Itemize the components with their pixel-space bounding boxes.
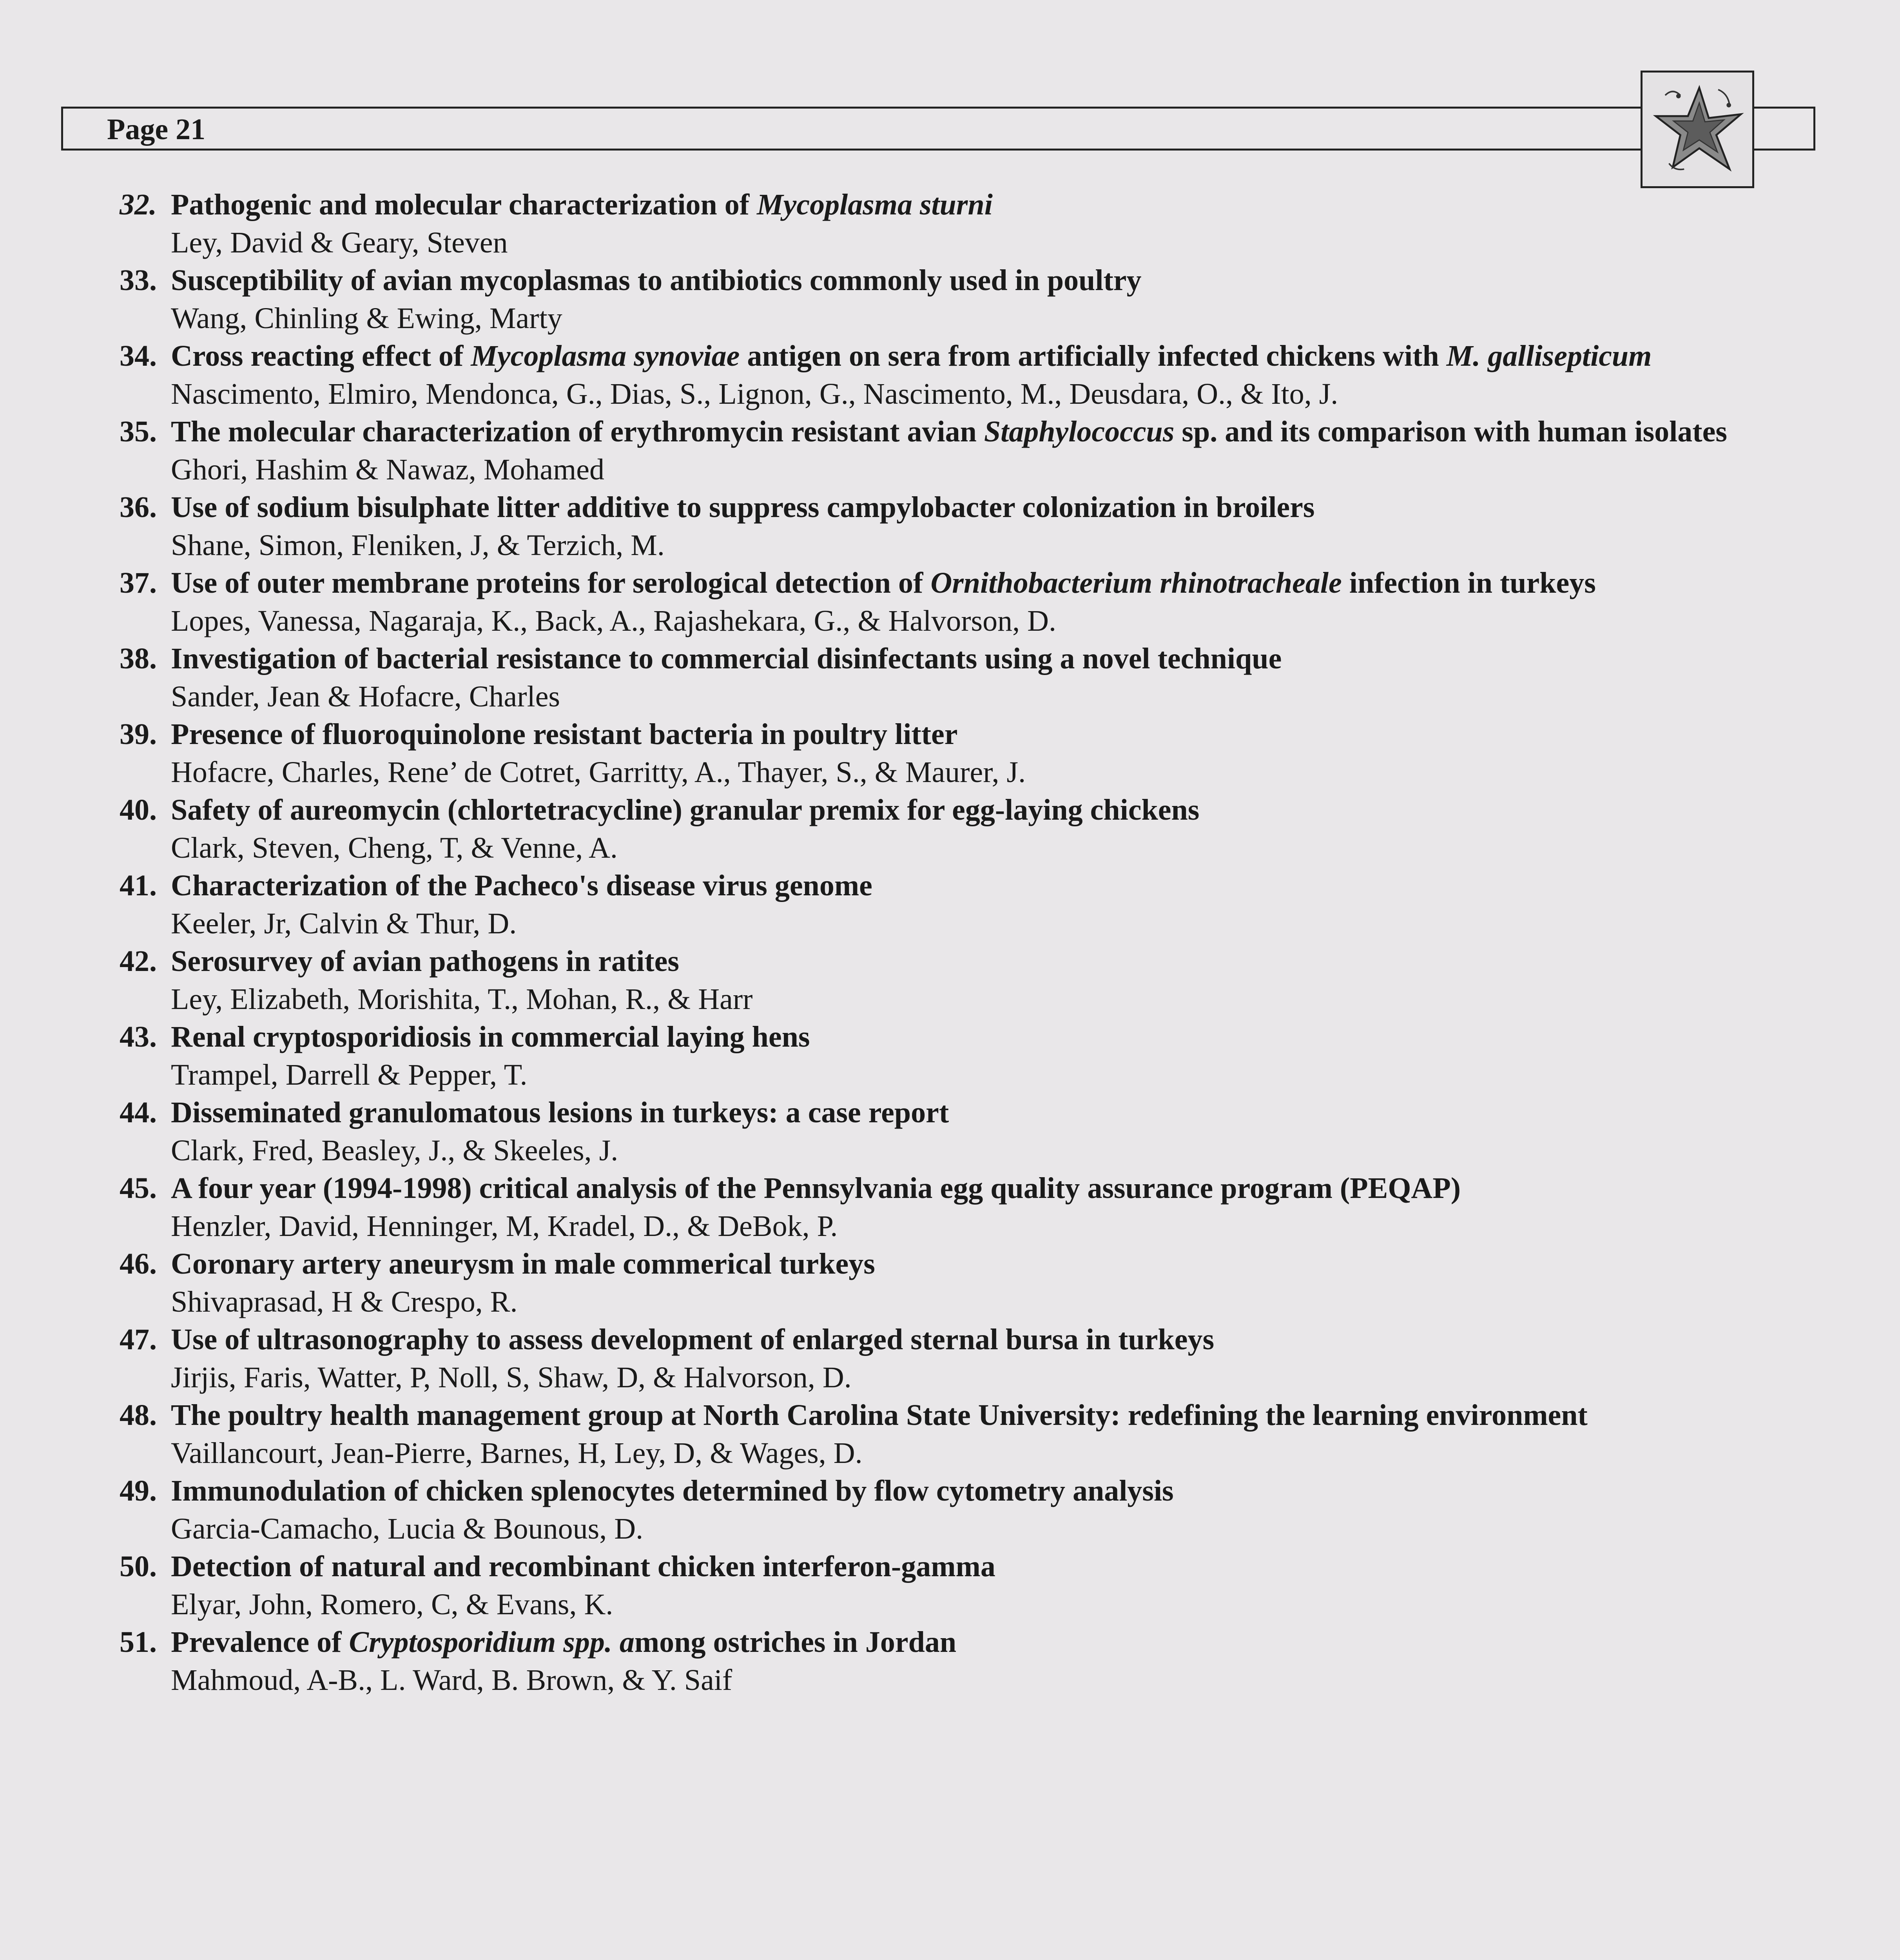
star-logo — [1641, 71, 1754, 188]
item-authors: Hofacre, Charles, Rene’ de Cotret, Garritty, A., Thayer, S., & Maurer, J. — [171, 755, 1026, 789]
page-header-bar — [61, 107, 1815, 151]
list-item — [110, 261, 1756, 337]
item-title: Use of outer membrane proteins for serological detection of Ornithobacterium rhinotracheale infection in turkeys — [171, 566, 1596, 599]
item-authors: Ghori, Hashim & Nawaz, Mohamed — [171, 453, 604, 486]
list-item — [110, 942, 1756, 1018]
item-number: 39. — [120, 718, 157, 751]
list-item — [110, 1396, 1756, 1472]
item-title: Use of ultrasonography to assess development of enlarged sternal bursa in turkeys — [171, 1323, 1215, 1356]
item-title: Susceptibility of avian mycoplasmas to antibiotics commonly used in poultry — [171, 264, 1142, 297]
item-title: Coronary artery aneurysm in male commerical turkeys — [171, 1247, 875, 1280]
list-item — [110, 186, 1756, 261]
item-number: 50. — [120, 1550, 157, 1583]
item-authors: Elyar, John, Romero, C, & Evans, K. — [171, 1588, 613, 1621]
page-number: Page 21 — [107, 113, 206, 146]
item-authors: Ley, Elizabeth, Morishita, T., Mohan, R., & Harr — [171, 982, 753, 1016]
list-item — [110, 1548, 1756, 1623]
list-item — [110, 791, 1756, 867]
item-authors: Shane, Simon, Fleniken, J, & Terzich, M. — [171, 528, 665, 562]
paper-list — [110, 186, 1756, 1699]
item-number: 34. — [120, 339, 157, 372]
item-number: 46. — [120, 1247, 157, 1280]
list-item — [110, 867, 1756, 942]
item-title: Serosurvey of avian pathogens in ratites — [171, 945, 679, 978]
item-title: Investigation of bacterial resistance to commercial disinfectants using a novel technique — [171, 642, 1282, 675]
item-title: Detection of natural and recombinant chicken interferon-gamma — [171, 1550, 995, 1583]
item-authors: Keeler, Jr, Calvin & Thur, D. — [171, 907, 517, 940]
item-number: 36. — [120, 491, 157, 524]
list-item — [110, 564, 1756, 640]
item-authors: Trampel, Darrell & Pepper, T. — [171, 1058, 528, 1091]
star-icon — [1643, 73, 1752, 186]
item-authors: Lopes, Vanessa, Nagaraja, K., Back, A., Rajashekara, G., & Halvorson, D. — [171, 604, 1056, 637]
item-title: Characterization of the Pacheco's disease virus genome — [171, 869, 872, 902]
item-number: 33. — [120, 264, 157, 297]
item-title: Pathogenic and molecular characterization of Mycoplasma sturni — [171, 188, 993, 221]
item-number: 40. — [120, 793, 157, 826]
list-item — [110, 1321, 1756, 1396]
item-title: Safety of aureomycin (chlortetracycline) granular premix for egg-laying chickens — [171, 793, 1200, 826]
item-number: 41. — [120, 869, 157, 902]
item-title: Presence of fluoroquinolone resistant bacteria in poultry litter — [171, 718, 958, 751]
list-item — [110, 715, 1756, 791]
item-authors: Wang, Chinling & Ewing, Marty — [171, 301, 562, 335]
list-item — [110, 488, 1756, 564]
list-item — [110, 1169, 1756, 1245]
item-number: 38. — [120, 642, 157, 675]
item-number: 43. — [120, 1020, 157, 1053]
item-number: 37. — [120, 566, 157, 599]
item-authors: Nascimento, Elmiro, Mendonca, G., Dias, S., Lignon, G., Nascimento, M., Deusdara, O., & Ito, J. — [171, 377, 1338, 410]
item-authors: Clark, Fred, Beasley, J., & Skeeles, J. — [171, 1134, 618, 1167]
list-item — [110, 413, 1756, 488]
list-item — [110, 337, 1756, 413]
list-item — [110, 1018, 1756, 1094]
item-title: The molecular characterization of erythromycin resistant avian Staphylococcus sp. and its comparison with human isolates — [171, 415, 1727, 448]
item-authors: Vaillancourt, Jean-Pierre, Barnes, H, Ley, D, & Wages, D. — [171, 1436, 863, 1470]
item-authors: Garcia-Camacho, Lucia & Bounous, D. — [171, 1512, 644, 1545]
item-title: Cross reacting effect of Mycoplasma synoviae antigen on sera from artificially infected chickens with M. gallisepticum — [171, 339, 1652, 372]
item-title: Renal cryptosporidiosis in commercial laying hens — [171, 1020, 810, 1053]
item-number: 32. — [120, 188, 157, 221]
item-number: 49. — [120, 1474, 157, 1507]
item-number: 44. — [120, 1096, 157, 1129]
list-item — [110, 1094, 1756, 1169]
list-item — [110, 1623, 1756, 1699]
item-number: 42. — [120, 945, 157, 978]
list-item — [110, 1472, 1756, 1548]
item-authors: Sander, Jean & Hofacre, Charles — [171, 680, 560, 713]
item-authors: Henzler, David, Henninger, M, Kradel, D., & DeBok, P. — [171, 1209, 838, 1243]
list-item — [110, 1245, 1756, 1321]
item-title: Immunodulation of chicken splenocytes determined by flow cytometry analysis — [171, 1474, 1174, 1507]
item-title: A four year (1994-1998) critical analysis of the Pennsylvania egg quality assurance program (PEQAP) — [171, 1172, 1461, 1205]
item-title: Disseminated granulomatous lesions in turkeys: a case report — [171, 1096, 949, 1129]
item-number: 51. — [120, 1626, 157, 1659]
item-authors: Mahmoud, A-B., L. Ward, B. Brown, & Y. Saif — [171, 1663, 732, 1697]
list-item — [110, 640, 1756, 715]
item-authors: Ley, David & Geary, Steven — [171, 226, 508, 259]
item-authors: Jirjis, Faris, Watter, P, Noll, S, Shaw, D, & Halvorson, D. — [171, 1361, 852, 1394]
item-number: 35. — [120, 415, 157, 448]
item-authors: Shivaprasad, H & Crespo, R. — [171, 1285, 518, 1318]
item-number: 47. — [120, 1323, 157, 1356]
item-title: Use of sodium bisulphate litter additive to suppress campylobacter colonization in broilers — [171, 491, 1315, 524]
item-authors: Clark, Steven, Cheng, T, & Venne, A. — [171, 831, 618, 864]
item-title: The poultry health management group at North Carolina State University: redefining the learning environment — [171, 1399, 1588, 1432]
item-title: Prevalence of Cryptosporidium spp. among ostriches in Jordan — [171, 1626, 957, 1659]
item-number: 48. — [120, 1399, 157, 1432]
item-number: 45. — [120, 1172, 157, 1205]
